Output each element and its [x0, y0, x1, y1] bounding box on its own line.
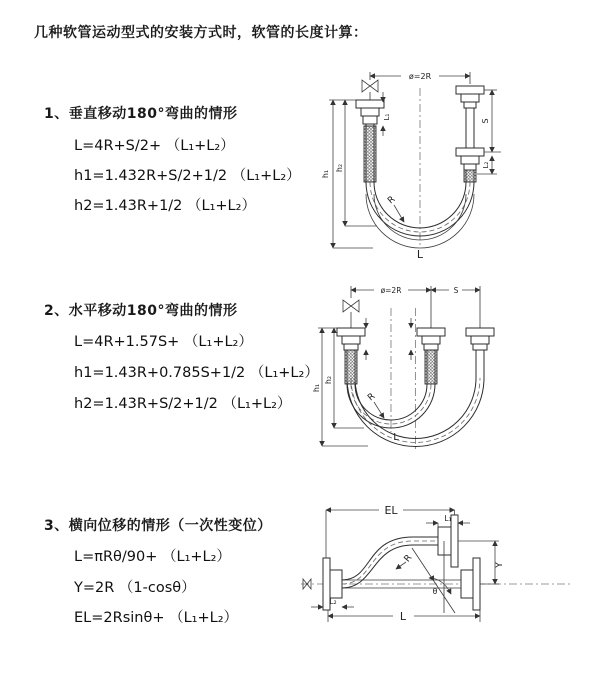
page-title: 几种软管运动型式的安装方式时，软管的长度计算：	[34, 25, 368, 41]
section-2-formula-L: L=4R+1.57S+ （L₁+L₂）	[74, 334, 253, 350]
flange-hub	[422, 336, 440, 344]
fitting-neck	[464, 102, 476, 108]
valve-icon	[362, 80, 378, 100]
braided-hose-section	[425, 350, 437, 384]
dim-l-label: L	[393, 432, 399, 443]
right-pipe	[466, 286, 494, 378]
dimension-l2	[311, 597, 354, 607]
section-3-heading: 3、横向位移的情形（一次性变位）	[44, 518, 272, 534]
horizontal-bend-drawing	[306, 280, 593, 465]
section-3-formula-Y: Y=2R （1-cosθ）	[74, 580, 196, 596]
vertical-bend-drawing	[315, 70, 590, 260]
section-1-formula-L: L=4R+S/2+ （L₁+L₂）	[74, 138, 235, 154]
dim-h2-label: h₂	[335, 163, 344, 173]
radius-callout	[396, 553, 414, 569]
hose-original-position	[342, 558, 480, 610]
dimension-span	[370, 72, 470, 81]
dimension-el	[326, 504, 455, 558]
dim-span-label: ø=2R	[408, 72, 432, 81]
fitting-neck	[363, 116, 377, 124]
dim-s-label: S	[481, 118, 490, 124]
radius-callout	[386, 195, 404, 222]
dimension-shift-s	[431, 286, 480, 295]
flange-hub	[461, 570, 473, 598]
flange	[337, 328, 365, 336]
dim-shift-label: S	[453, 286, 459, 295]
diagram-horizontal-180-bend	[306, 280, 593, 465]
dim-h1-label: h₁	[312, 383, 321, 393]
section-2-formula-h2: h2=1.43R+S/2+1/2 （L₁+L₂）	[74, 396, 292, 412]
section-1-formula-h2: h2=1.43R+1/2 （L₁+L₂）	[74, 198, 256, 214]
flange	[356, 100, 384, 108]
dimension-s	[481, 90, 501, 152]
radius-label: R	[386, 194, 398, 207]
diagram-vertical-180-bend	[315, 70, 590, 260]
dim-l1-label: L₁	[383, 113, 391, 121]
section-1-formula-h1: h1=1.432R+S/2+1/2 （L₁+L₂）	[74, 168, 301, 184]
dim-l2-label: L₂	[329, 597, 337, 606]
fitting-neck	[344, 344, 358, 350]
braided-hose-section	[345, 350, 357, 384]
section-2-formula-h1: h1=1.43R+0.785S+1/2 （L₁+L₂）	[74, 365, 319, 381]
section-1-heading: 1、垂直移动180°弯曲的情形	[44, 106, 238, 122]
dimension-l2	[477, 156, 497, 174]
flange-hub	[342, 336, 360, 344]
dim-el-label: EL	[384, 504, 398, 517]
dimension-l1	[383, 92, 391, 136]
flange-hub	[471, 336, 489, 344]
dim-l-label: L	[416, 248, 424, 260]
dim-l2-label: L₂	[482, 161, 490, 169]
flange-hub	[361, 108, 379, 116]
left-pipe	[337, 286, 365, 384]
radius-label: R	[366, 391, 378, 404]
dimension-span	[351, 286, 431, 295]
flange	[417, 328, 445, 336]
middle-pipe	[417, 286, 445, 384]
left-pipe	[356, 72, 384, 182]
valve-icon	[343, 300, 359, 328]
radius-callout	[366, 392, 384, 418]
braided-hose-section	[464, 170, 476, 182]
dimension-l	[328, 610, 480, 623]
fitting-neck	[424, 344, 438, 350]
section-3-formula-L: L=πRθ/90+ （L₁+L₂）	[74, 549, 231, 565]
angle-theta-label: θ	[432, 587, 438, 596]
section-3-formula-EL: EL=2Rsinθ+ （L₁+L₂）	[74, 610, 239, 626]
right-pipe	[456, 72, 484, 182]
dim-l1-label: L₁	[444, 514, 452, 523]
fitting-length-arrows	[366, 318, 411, 360]
dim-y-label: Y	[495, 562, 505, 568]
section-2-heading: 2、水平移动180°弯曲的情形	[44, 303, 238, 319]
flange	[466, 328, 494, 336]
flange-hub	[461, 94, 479, 102]
lateral-displacement-drawing	[293, 496, 600, 646]
dim-l-label: L	[399, 610, 407, 623]
dim-h2-label: h₂	[324, 375, 333, 385]
flange	[473, 558, 480, 610]
flange	[456, 148, 484, 156]
dimension-l1	[426, 514, 470, 527]
radius-label: R	[402, 553, 415, 565]
diagram-lateral-displacement	[293, 496, 600, 646]
dim-h1-label: h₁	[321, 169, 330, 179]
braided-hose-section	[364, 126, 376, 182]
fitting-neck	[464, 164, 476, 170]
flange-hub	[461, 156, 479, 164]
fitting-neck	[473, 344, 487, 350]
dim-span-label: ø=2R	[380, 286, 402, 295]
flange	[456, 86, 484, 94]
